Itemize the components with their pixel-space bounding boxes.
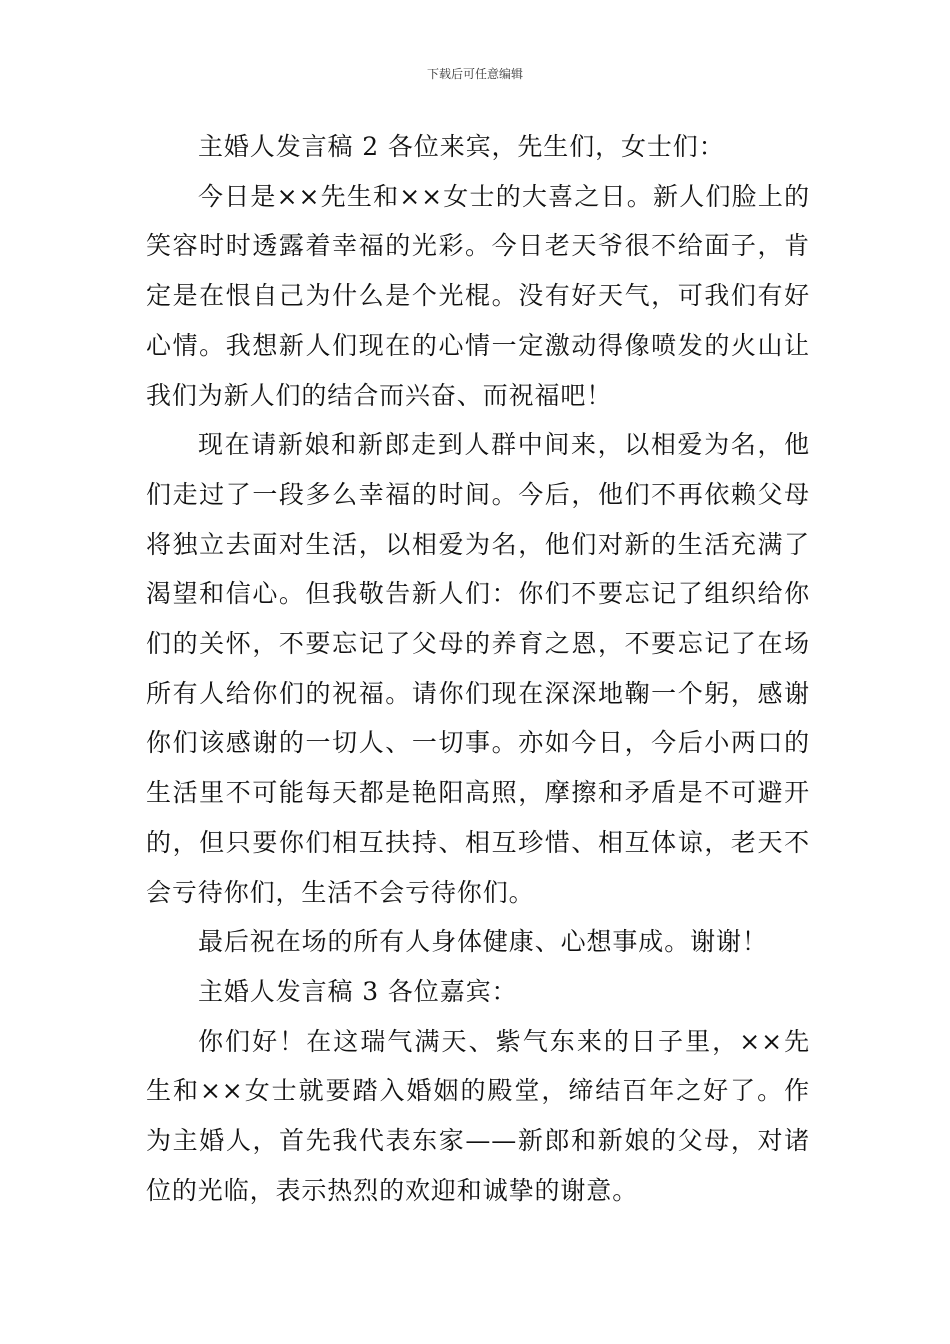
paragraph-speech-3-opening: 你们好！在这瑞气满天、紫气东来的日子里，××先生和××女士就要踏入婚姻的殿堂，缔结百年之好了。作为主婚人，首先我代表东家——新郎和新娘的父母，对诸位的光临，表示热烈的欢迎和诚挚的谢意。 <box>146 1026 810 1205</box>
paragraph-couple-advice: 现在请新娘和新郎走到人群中间来，以相爱为名，他们走过了一段多么幸福的时间。今后，他们不再依赖父母将独立去面对生活，以相爱为名，他们对新的生活充满了渴望和信心。但我敬告新人们：你们不要忘记了组织给你们的关怀，不要忘记了父母的养育之恩，不要忘记了在场所有人给你们的祝福。请你们现在深深地鞠一个躬，感谢你们该感谢的一切人、一切事。亦如今日，今后小两口的生活里不可能每天都是艳阳高照，摩擦和矛盾是不可避开的，但只要你们相互扶持、相互珍惜、相互体谅，老天不会亏待你们，生活不会亏待你们。 <box>146 430 810 907</box>
paragraph-wedding-day: 今日是××先生和××女士的大喜之日。新人们脸上的笑容时时透露着幸福的光彩。今日老天爷很不给面子，肯定是在恨自己为什么是个光棍。没有好天气，可我们有好心情。我想新人们现在的心情一定激动得像喷发的火山让我们为新人们的结合而兴奋、而祝福吧！ <box>146 181 810 410</box>
paragraph-speech-2-heading: 主婚人发言稿 2 各位来宾，先生们，女士们： <box>198 132 725 161</box>
page-header-note: 下载后可任意编辑 <box>426 67 523 81</box>
paragraph-closing-wishes: 最后祝在场的所有人身体健康、心想事成。谢谢！ <box>198 927 768 957</box>
document-body <box>146 122 810 1215</box>
paragraph-speech-3-heading: 主婚人发言稿 3 各位嘉宾： <box>198 976 518 1006</box>
